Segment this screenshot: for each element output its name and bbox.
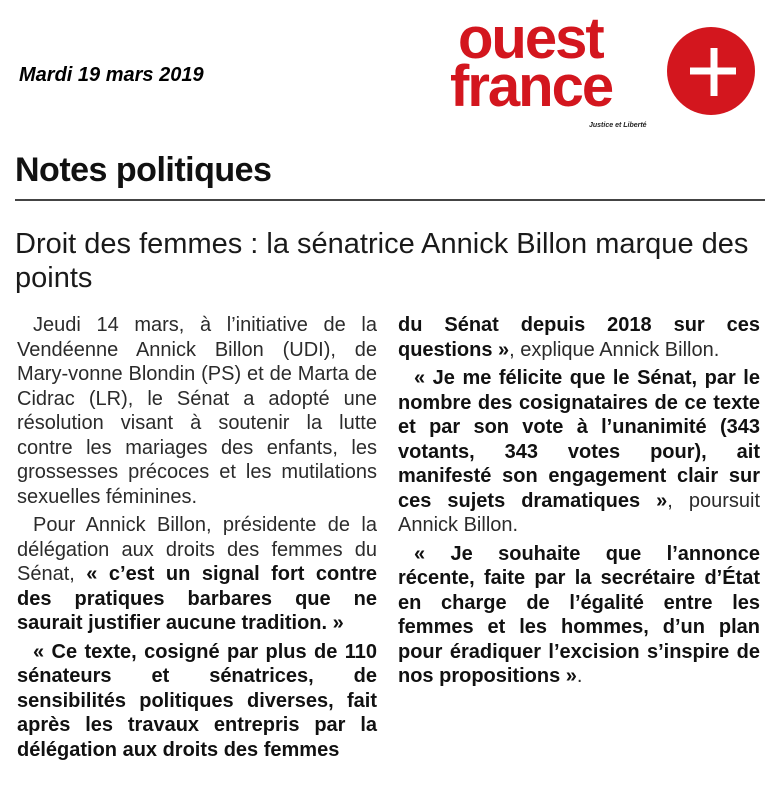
quote-ce-texte: « Ce texte, cosigné par plus de 110 sénateurs et sénatrices, de sensibilités politiques diverses, fait après les travaux entrepris par la délégation aux droits des femmes [17, 640, 377, 761]
issue-date: Mardi 19 mars 2019 [19, 64, 204, 86]
logo-word-france: france [450, 54, 613, 119]
quote-je-me-felicite: « Je me félicite que le Sénat, par le nombre des cosignataires de ce texte et par son vote à l’unanimité (343 votants, 343 votes pour), ait manifesté son engagement clair sur ces sujets dramatiques » [398, 367, 760, 512]
quote-je-souhaite: « Je souhaite que l’annonce récente, faite par la secrétaire d’État en charge de l’égalité entre les femmes et les hommes, d’un plan pour éradiquer l’excision s’inspire de nos propositions » [398, 542, 760, 687]
paragraph-5: « Je me félicite que le Sénat, par le nombre des cosignataires de ce texte et par son vote à l’unanimité (343 votants, 343 votes pour), ait manifesté son engagement clair sur ces sujets dramatiques », poursuit Annick Billon. [398, 367, 761, 536]
section-title: Notes politiques [15, 151, 272, 189]
logo-tagline: Justice et Liberté [589, 122, 647, 129]
section-divider [15, 199, 765, 201]
article-column-1 [17, 313, 377, 762]
ouest-france-emblem-icon [666, 26, 756, 116]
paragraph-2: Pour Annick Billon, présidente de la délégation aux droits des femmes du Sénat, « c’est un signal fort contre des pratiques barbares que ne saurait justifier aucune tradition. » [17, 514, 377, 634]
logo-word-ouest: ouest [458, 6, 603, 71]
quote-signal-fort: « c’est un signal fort contre des pratiques barbares que ne saurait justifier aucune tradition. » [17, 563, 377, 634]
paragraph-4: du Sénat depuis 2018 sur ces questions », explique Annick Billon. [398, 314, 760, 361]
paragraph-3 [17, 640, 377, 763]
paragraph-1: Jeudi 14 mars, à l’initiative de la Vendéenne Annick Billon (UDI), de Mary-vonne Blondin (PS) et de Marta de Cidrac (LR), le Sénat a adopté une résolution visant à soutenir la lutte contre les mariages des enfants, les grossesses précoces et les mutilations sexuelles féminines. [17, 314, 377, 508]
paragraph-6: « Je souhaite que l’annonce récente, faite par la secrétaire d’État en charge de l’égalité entre les femmes et les hommes, d’un plan pour éradiquer l’excision s’inspire de nos propositions ». [398, 542, 760, 687]
article-headline: Droit des femmes : la sénatrice Annick Billon marque des points [15, 228, 749, 294]
quote-continuation: du Sénat depuis 2018 sur ces questions » [398, 314, 760, 361]
article-column-2 [398, 313, 760, 689]
